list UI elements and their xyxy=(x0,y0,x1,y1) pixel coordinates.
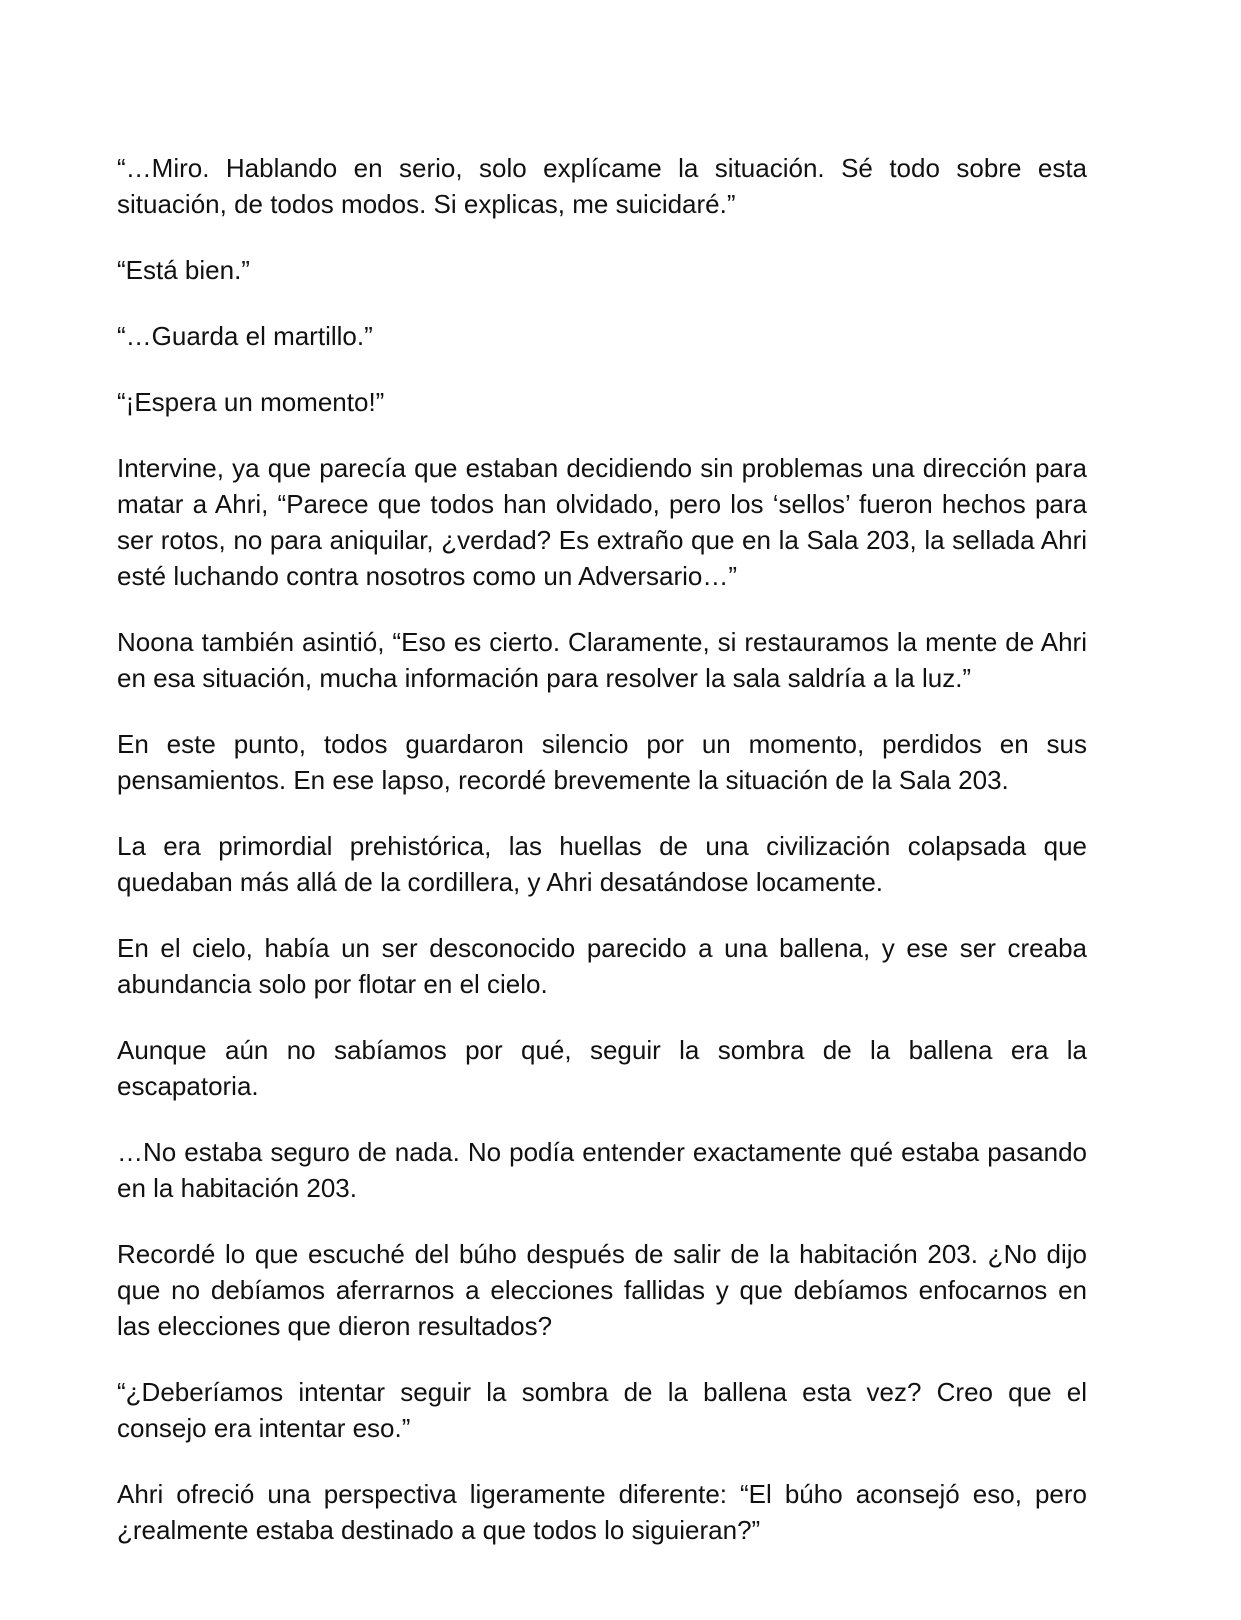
paragraph: …No estaba seguro de nada. No podía entender exactamente qué estaba pasando en la habitación 203. xyxy=(117,1137,1087,1203)
paragraph: En el cielo, había un ser desconocido parecido a una ballena, y ese ser creaba abundancia solo por flotar en el cielo. xyxy=(117,933,1087,999)
paragraph: “Está bien.” xyxy=(117,255,250,285)
paragraph: En este punto, todos guardaron silencio por un momento, perdidos en sus pensamientos. En ese lapso, recordé brevemente la situación de la Sala 203. xyxy=(117,729,1087,795)
paragraph: Aunque aún no sabíamos por qué, seguir la sombra de la ballena era la escapatoria. xyxy=(117,1035,1087,1101)
paragraph: Intervine, ya que parecía que estaban decidiendo sin problemas una dirección para matar a Ahri, “Parece que todos han olvidado, pero los ‘sellos’ fueron hechos para ser rotos, no para aniquilar, ¿verdad? Es extraño que en la Sala 203, la sellada Ahri esté luchando contra nosotros como un Adversario…” xyxy=(117,453,1087,591)
paragraph: “¿Deberíamos intentar seguir la sombra de la ballena esta vez? Creo que el consejo era intentar eso.” xyxy=(117,1377,1087,1443)
paragraph: Recordé lo que escuché del búho después de salir de la habitación 203. ¿No dijo que no debíamos aferrarnos a elecciones fallidas y que debíamos enfocarnos en las elecciones que dieron resultados? xyxy=(117,1239,1087,1341)
paragraph: “¡Espera un momento!” xyxy=(117,387,385,417)
paragraph: Noona también asintió, “Eso es cierto. Claramente, si restauramos la mente de Ahri en esa situación, mucha información para resolver la sala saldría a la luz.” xyxy=(117,627,1087,693)
paragraph: La era primordial prehistórica, las huellas de una civilización colapsada que quedaban más allá de la cordillera, y Ahri desatándose locamente. xyxy=(117,831,1087,897)
text-body xyxy=(117,150,1087,1578)
paragraph: Ahri ofreció una perspectiva ligeramente diferente: “El búho aconsejó eso, pero ¿realmente estaba destinado a que todos lo siguieran?” xyxy=(117,1479,1087,1545)
paragraph: “…Guarda el martillo.” xyxy=(117,321,373,351)
paragraph: “…Miro. Hablando en serio, solo explícame la situación. Sé todo sobre esta situación, de todos modos. Si explicas, me suicidaré.” xyxy=(117,153,1087,219)
